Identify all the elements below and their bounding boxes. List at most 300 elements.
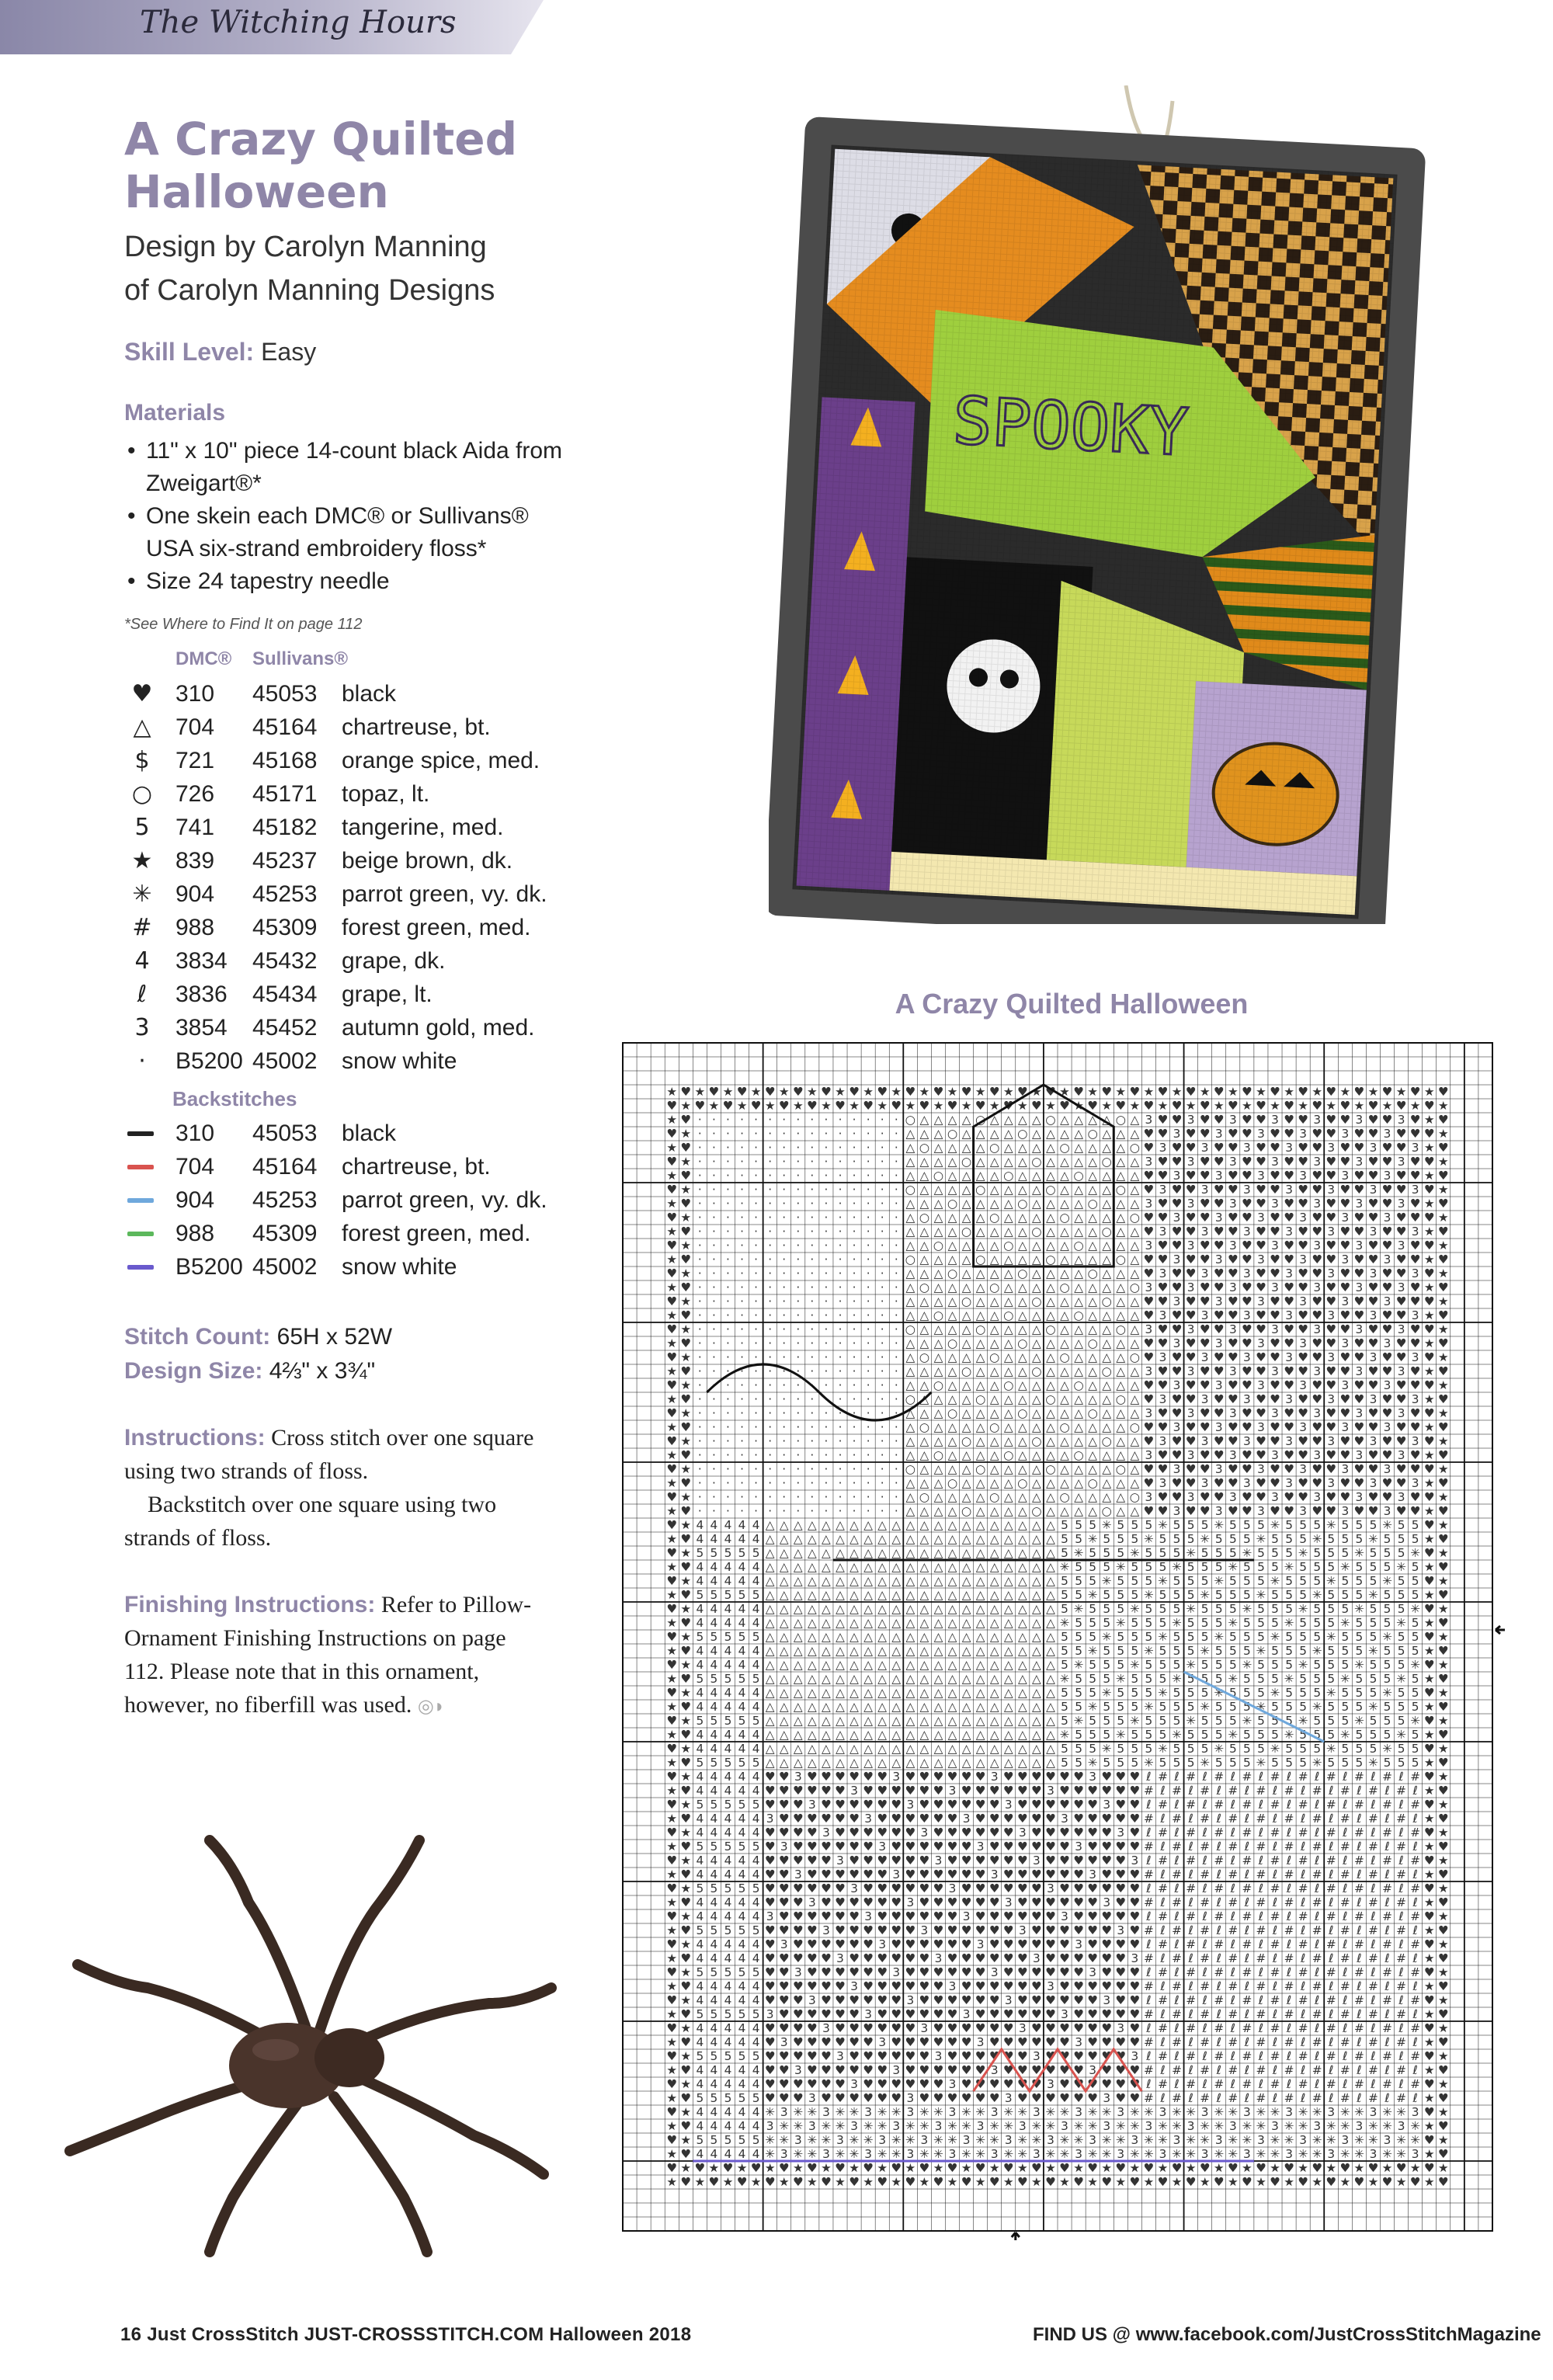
svg-text:♥: ♥ (1339, 1476, 1350, 1490)
svg-text:♥: ♥ (1017, 1909, 1028, 1923)
svg-text:4: 4 (738, 2077, 746, 2091)
svg-text:·: · (698, 1127, 702, 1141)
svg-text:♥: ♥ (1339, 1308, 1350, 1322)
svg-text:3: 3 (1257, 1253, 1265, 1266)
svg-text:✳: ✳ (793, 2105, 803, 2119)
svg-text:△: △ (1004, 1406, 1013, 1420)
svg-text:5: 5 (1173, 1644, 1181, 1658)
svg-text:△: △ (877, 1728, 887, 1742)
svg-text:★: ★ (1438, 2021, 1449, 2035)
svg-text:3: 3 (1412, 1392, 1419, 1406)
svg-text:★: ★ (680, 1742, 691, 1756)
svg-text:♥: ♥ (1339, 1350, 1350, 1364)
svg-text:·: · (867, 1169, 870, 1183)
svg-text:♥: ♥ (1045, 2007, 1056, 2021)
svg-text:4: 4 (724, 1770, 732, 1784)
svg-text:✳: ✳ (1410, 1714, 1420, 1728)
svg-text:5: 5 (1145, 1560, 1153, 1574)
svg-text:△: △ (877, 1700, 887, 1714)
svg-text:♥: ♥ (1172, 1434, 1183, 1448)
svg-text:✳: ✳ (779, 2119, 789, 2133)
svg-text:♥: ♥ (1059, 2035, 1070, 2049)
svg-text:✳: ✳ (1354, 1714, 1364, 1728)
svg-text:5: 5 (1257, 1560, 1265, 1574)
svg-text:★: ★ (1144, 1085, 1155, 1099)
svg-text:5: 5 (1229, 1602, 1237, 1616)
svg-text:4: 4 (738, 2147, 746, 2161)
svg-text:♥: ♥ (1186, 2175, 1197, 2189)
svg-text:♥: ♥ (961, 1840, 972, 1854)
svg-text:ℓ: ℓ (1342, 2077, 1347, 2091)
svg-text:5: 5 (1370, 1616, 1378, 1630)
svg-text:△: △ (990, 1700, 999, 1714)
floss-key-table (124, 677, 590, 1078)
svg-text:♥: ♥ (1368, 1294, 1379, 1308)
svg-text:5: 5 (1229, 1742, 1237, 1756)
svg-text:5: 5 (1313, 1714, 1321, 1728)
svg-text:△: △ (1032, 1392, 1041, 1406)
svg-text:♥: ♥ (1396, 1336, 1407, 1350)
svg-text:5: 5 (1398, 1658, 1405, 1672)
svg-text:♥: ♥ (905, 1951, 915, 1965)
svg-text:♥: ♥ (1298, 1434, 1308, 1448)
floss-key-row (124, 944, 590, 978)
svg-text:○: ○ (975, 1322, 985, 1336)
svg-text:♥: ♥ (1256, 1448, 1266, 1462)
svg-text:ℓ: ℓ (1286, 1826, 1291, 1840)
svg-text:#: # (1228, 2007, 1238, 2021)
svg-text:△: △ (1004, 1602, 1013, 1616)
svg-text:★: ★ (1424, 1197, 1435, 1211)
svg-text:♥: ♥ (1438, 1253, 1449, 1266)
svg-text:△: △ (976, 1546, 985, 1560)
svg-text:♥: ♥ (1228, 1253, 1239, 1266)
svg-text:5: 5 (1285, 1588, 1293, 1602)
svg-text:△: △ (934, 1504, 943, 1518)
svg-text:·: · (754, 1197, 758, 1211)
svg-text:✳: ✳ (1158, 1574, 1168, 1588)
svg-text:★: ★ (680, 1546, 691, 1560)
svg-text:♥: ♥ (1186, 1183, 1197, 1197)
svg-text:3: 3 (1145, 1239, 1153, 1253)
svg-text:△: △ (934, 1225, 943, 1239)
svg-text:★: ★ (666, 1504, 677, 1518)
svg-text:#: # (1298, 1770, 1308, 1784)
svg-text:△: △ (990, 1630, 999, 1644)
svg-text:♥: ♥ (1144, 1504, 1155, 1518)
svg-text:5: 5 (1089, 1546, 1096, 1560)
svg-text:5: 5 (1075, 1686, 1082, 1700)
svg-text:5: 5 (1370, 1728, 1378, 1742)
svg-text:5: 5 (1257, 1630, 1265, 1644)
svg-text:✳: ✳ (1200, 2133, 1210, 2147)
svg-text:✳: ✳ (1270, 2133, 1280, 2147)
svg-text:·: · (810, 1434, 814, 1448)
svg-text:♥: ♥ (989, 1909, 1000, 1923)
svg-text:4: 4 (738, 1993, 746, 2007)
svg-text:·: · (824, 1434, 828, 1448)
svg-text:△: △ (962, 1197, 971, 1211)
svg-text:·: · (881, 1141, 884, 1155)
svg-text:3: 3 (1145, 2119, 1153, 2133)
svg-text:△: △ (1004, 1728, 1013, 1742)
svg-text:3: 3 (1370, 1266, 1378, 1280)
svg-text:5: 5 (752, 1881, 760, 1895)
svg-text:△: △ (1018, 1350, 1027, 1364)
svg-text:♥: ♥ (1214, 1197, 1225, 1211)
svg-text:ℓ: ℓ (1145, 1993, 1151, 2007)
svg-text:♥: ♥ (1158, 1155, 1169, 1169)
svg-text:♥: ♥ (1158, 1504, 1169, 1518)
svg-text:♥: ♥ (1200, 1448, 1211, 1462)
svg-text:ℓ: ℓ (1328, 1923, 1333, 1937)
svg-text:○: ○ (1003, 1169, 1013, 1183)
svg-text:♥: ♥ (1325, 1490, 1336, 1504)
svg-text:♥: ♥ (1087, 1854, 1098, 1868)
svg-text:♥: ♥ (680, 1197, 691, 1211)
svg-text:5: 5 (1313, 1518, 1321, 1532)
svg-text:5: 5 (696, 1672, 704, 1686)
sullivans-number: 45452 (252, 1011, 317, 1044)
svg-text:·: · (824, 1406, 828, 1420)
svg-text:·: · (881, 1378, 884, 1392)
svg-text:3: 3 (1033, 1854, 1041, 1868)
svg-text:△: △ (1074, 1350, 1083, 1364)
svg-text:△: △ (990, 1406, 999, 1420)
svg-text:4: 4 (752, 2119, 760, 2133)
svg-text:5: 5 (1271, 1658, 1279, 1672)
svg-text:★: ★ (1200, 1085, 1211, 1099)
svg-text:·: · (754, 1406, 758, 1420)
svg-text:△: △ (863, 1630, 873, 1644)
svg-text:△: △ (934, 1322, 943, 1336)
svg-text:5: 5 (710, 1923, 718, 1937)
svg-text:♥: ♥ (1325, 1253, 1336, 1266)
svg-text:♥: ♥ (680, 1644, 691, 1658)
svg-text:3: 3 (1271, 1113, 1279, 1127)
svg-text:5: 5 (1061, 1700, 1068, 1714)
svg-text:5: 5 (1229, 1714, 1237, 1728)
svg-text:♥: ♥ (1325, 1504, 1336, 1518)
svg-text:★: ★ (1073, 1099, 1084, 1113)
svg-text:♥: ♥ (1017, 1868, 1028, 1881)
svg-text:5: 5 (1103, 1532, 1110, 1546)
svg-text:#: # (1368, 1784, 1378, 1798)
svg-text:△: △ (905, 1742, 915, 1756)
svg-text:△: △ (822, 1686, 831, 1700)
svg-text:△: △ (1032, 1728, 1041, 1742)
svg-text:5: 5 (1145, 1630, 1153, 1644)
svg-text:5: 5 (1187, 1616, 1195, 1630)
svg-text:♥: ♥ (1158, 1280, 1169, 1294)
svg-text:△: △ (780, 1630, 789, 1644)
svg-text:△: △ (849, 1588, 859, 1602)
svg-text:★: ★ (680, 1602, 691, 1616)
svg-text:△: △ (766, 1742, 775, 1756)
svg-text:♥: ♥ (1200, 1239, 1211, 1253)
svg-text:△: △ (849, 1658, 859, 1672)
svg-text:✳: ✳ (1396, 2105, 1406, 2119)
svg-text:♥: ♥ (1256, 1280, 1266, 1294)
svg-text:○: ○ (989, 1350, 999, 1364)
svg-text:·: · (881, 1308, 884, 1322)
svg-text:#: # (1172, 1840, 1182, 1854)
svg-text:3: 3 (1341, 1420, 1349, 1434)
svg-text:✳: ✳ (1102, 1742, 1112, 1756)
svg-text:△: △ (891, 1602, 901, 1616)
svg-text:·: · (754, 1490, 758, 1504)
design-size (124, 1354, 392, 1388)
svg-text:★: ★ (666, 1951, 677, 1965)
svg-text:♥: ♥ (807, 2049, 818, 2063)
svg-text:△: △ (1088, 1253, 1097, 1266)
svg-text:5: 5 (1285, 1574, 1293, 1588)
svg-text:·: · (726, 1336, 730, 1350)
svg-text:★: ★ (1186, 2161, 1197, 2175)
svg-text:5: 5 (724, 2133, 732, 2147)
svg-text:ℓ: ℓ (1328, 1812, 1333, 1826)
svg-text:○: ○ (1059, 1211, 1069, 1225)
svg-text:5: 5 (1285, 1644, 1293, 1658)
svg-text:♥: ♥ (1031, 1812, 1042, 1826)
svg-text:♥: ♥ (1354, 1504, 1365, 1518)
svg-text:#: # (1256, 2063, 1266, 2077)
svg-text:✳: ✳ (919, 2147, 929, 2161)
svg-text:△: △ (1032, 1239, 1041, 1253)
svg-text:♥: ♥ (1186, 1434, 1197, 1448)
svg-text:♥: ♥ (1129, 2035, 1140, 2049)
svg-text:·: · (712, 1364, 716, 1378)
svg-text:✳: ✳ (1242, 1714, 1252, 1728)
svg-text:✳: ✳ (1312, 1532, 1322, 1546)
svg-text:ℓ: ℓ (1412, 2063, 1417, 2077)
svg-text:·: · (726, 1266, 730, 1280)
svg-text:△: △ (1088, 1364, 1097, 1378)
svg-text:♥: ♥ (1144, 1434, 1155, 1448)
svg-text:3: 3 (1271, 1448, 1279, 1462)
svg-text:♥: ♥ (835, 1965, 846, 1979)
svg-text:△: △ (1046, 1225, 1055, 1239)
svg-text:♥: ♥ (666, 1127, 677, 1141)
svg-text:5: 5 (1398, 1546, 1405, 1560)
svg-text:△: △ (1032, 1630, 1041, 1644)
svg-text:♥: ♥ (1101, 1826, 1112, 1840)
svg-text:△: △ (1046, 1266, 1055, 1280)
svg-text:♥: ♥ (947, 2049, 958, 2063)
svg-text:△: △ (905, 1350, 915, 1364)
svg-text:△: △ (1018, 1183, 1027, 1197)
svg-text:△: △ (1018, 1532, 1027, 1546)
svg-text:♥: ♥ (961, 2175, 972, 2189)
svg-text:♥: ♥ (1115, 2077, 1126, 2091)
svg-text:♥: ♥ (1186, 1462, 1197, 1476)
svg-text:3: 3 (1370, 1350, 1378, 1364)
svg-text:♥: ♥ (877, 1826, 888, 1840)
svg-text:♥: ♥ (1087, 2161, 1098, 2175)
svg-text:4: 4 (738, 1937, 746, 1951)
svg-text:4: 4 (724, 1560, 732, 1574)
svg-text:#: # (1144, 1951, 1154, 1965)
svg-text:♥: ♥ (835, 1979, 846, 1993)
svg-text:5: 5 (696, 1840, 704, 1854)
svg-text:4: 4 (752, 2105, 760, 2119)
svg-text:ℓ: ℓ (1272, 2091, 1277, 2105)
svg-text:5: 5 (1173, 1574, 1181, 1588)
section-header-tab (0, 0, 544, 54)
svg-text:△: △ (1130, 1448, 1139, 1462)
svg-text:★: ★ (680, 1350, 691, 1364)
svg-text:♥: ♥ (765, 1895, 776, 1909)
svg-text:4: 4 (724, 1574, 732, 1588)
svg-text:★: ★ (1368, 2175, 1379, 2189)
svg-text:△: △ (948, 1211, 957, 1225)
svg-text:#: # (1228, 1868, 1238, 1881)
svg-text:△: △ (849, 1756, 859, 1770)
svg-text:△: △ (1046, 1574, 1055, 1588)
svg-text:△: △ (1004, 1476, 1013, 1490)
svg-text:△: △ (920, 1462, 929, 1476)
svg-text:△: △ (1060, 1322, 1069, 1336)
svg-text:♥: ♥ (1017, 1784, 1028, 1798)
svg-text:△: △ (962, 1183, 971, 1197)
svg-text:♥: ♥ (1073, 1923, 1084, 1937)
svg-text:△: △ (1032, 1742, 1041, 1756)
svg-text:★: ★ (1424, 1448, 1435, 1462)
svg-text:ℓ: ℓ (1342, 2049, 1347, 2063)
svg-text:♥: ♥ (989, 2007, 1000, 2021)
svg-text:4: 4 (724, 2035, 732, 2049)
svg-text:★: ★ (680, 1770, 691, 1784)
svg-text:♥: ♥ (694, 1099, 705, 1113)
svg-text:♥: ♥ (1312, 1378, 1322, 1392)
svg-text:★: ★ (666, 2175, 677, 2189)
svg-text:·: · (853, 1406, 856, 1420)
svg-text:ℓ: ℓ (1230, 1798, 1235, 1812)
svg-text:♥: ♥ (1325, 1322, 1336, 1336)
svg-text:4: 4 (752, 1728, 760, 1742)
svg-text:★: ★ (1214, 2161, 1225, 2175)
svg-text:3: 3 (1131, 2049, 1138, 2063)
svg-text:4: 4 (738, 2035, 746, 2049)
svg-text:♥: ♥ (680, 1756, 691, 1770)
svg-text:·: · (698, 1350, 702, 1364)
svg-text:5: 5 (1299, 1686, 1307, 1700)
svg-text:ℓ: ℓ (1300, 2063, 1305, 2077)
svg-text:△: △ (822, 1616, 831, 1630)
svg-text:#: # (1410, 1826, 1420, 1840)
svg-text:♥: ♥ (1129, 1770, 1140, 1784)
svg-text:♥: ♥ (933, 1868, 944, 1881)
svg-text:✳: ✳ (1298, 2105, 1308, 2119)
svg-text:♥: ♥ (891, 1923, 902, 1937)
svg-text:♥: ♥ (680, 1840, 691, 1854)
svg-text:5: 5 (1089, 1518, 1096, 1532)
svg-text:△: △ (976, 1476, 985, 1490)
svg-text:△: △ (905, 1728, 915, 1742)
svg-text:△: △ (1004, 1714, 1013, 1728)
svg-text:♥: ♥ (961, 1993, 972, 2007)
svg-text:·: · (754, 1266, 758, 1280)
svg-text:·: · (839, 1336, 843, 1350)
svg-text:♥: ♥ (1115, 1854, 1126, 1868)
svg-text:5: 5 (1089, 1742, 1096, 1756)
svg-text:△: △ (934, 1532, 943, 1546)
svg-text:★: ★ (1424, 1756, 1435, 1770)
svg-text:★: ★ (1424, 1253, 1435, 1266)
svg-text:5: 5 (1384, 1700, 1391, 1714)
svg-text:○: ○ (1031, 1504, 1041, 1518)
svg-text:5: 5 (1173, 1742, 1181, 1756)
svg-text:△: △ (1046, 1406, 1055, 1420)
svg-text:♥: ♥ (1382, 1308, 1393, 1322)
svg-text:△: △ (962, 1714, 971, 1728)
svg-text:·: · (895, 1239, 898, 1253)
svg-text:#: # (1312, 1895, 1322, 1909)
svg-text:★: ★ (666, 1392, 677, 1406)
svg-text:△: △ (1102, 1266, 1111, 1280)
svg-text:△: △ (976, 1211, 985, 1225)
svg-text:5: 5 (1117, 1630, 1124, 1644)
svg-text:#: # (1144, 1784, 1154, 1798)
svg-text:○: ○ (1116, 1462, 1126, 1476)
svg-text:△: △ (1018, 1574, 1027, 1588)
svg-text:△: △ (1018, 1211, 1027, 1225)
svg-text:3: 3 (1033, 2049, 1041, 2063)
svg-text:5: 5 (1243, 1700, 1251, 1714)
svg-text:·: · (782, 1253, 786, 1266)
svg-text:♥: ♥ (1424, 1546, 1435, 1560)
svg-text:·: · (839, 1197, 843, 1211)
svg-text:△: △ (1046, 1588, 1055, 1602)
svg-text:·: · (782, 1448, 786, 1462)
svg-text:△: △ (863, 1616, 873, 1630)
svg-text:♥: ♥ (1214, 1448, 1225, 1462)
svg-text:·: · (768, 1294, 772, 1308)
svg-text:○: ○ (1031, 1434, 1041, 1448)
svg-text:△: △ (934, 1490, 943, 1504)
svg-text:3: 3 (1412, 1141, 1419, 1155)
svg-text:·: · (754, 1113, 758, 1127)
svg-text:♥: ♥ (1059, 1881, 1070, 1895)
svg-text:5: 5 (752, 1546, 760, 1560)
center-arrow-bottom (1012, 2232, 1020, 2240)
svg-text:♥: ♥ (1424, 1658, 1435, 1672)
svg-text:♥: ♥ (1214, 1476, 1225, 1490)
svg-text:ℓ: ℓ (1356, 2063, 1361, 2077)
svg-text:△: △ (1088, 1183, 1097, 1197)
svg-text:♥: ♥ (1045, 1812, 1056, 1826)
svg-text:5: 5 (1327, 1616, 1335, 1630)
svg-text:5: 5 (1089, 1630, 1096, 1644)
svg-text:△: △ (780, 1686, 789, 1700)
svg-text:4: 4 (724, 1937, 732, 1951)
svg-text:♥: ♥ (1325, 1169, 1336, 1183)
svg-text:△: △ (1088, 1113, 1097, 1127)
svg-text:5: 5 (1201, 1742, 1209, 1756)
svg-text:4: 4 (710, 1616, 718, 1630)
svg-text:·: · (712, 1350, 716, 1364)
svg-text:·: · (712, 1406, 716, 1420)
svg-text:·: · (839, 1308, 843, 1322)
svg-text:5: 5 (1145, 1686, 1153, 1700)
svg-text:♥: ♥ (1073, 2049, 1084, 2063)
svg-text:5: 5 (1398, 1602, 1405, 1616)
svg-text:4: 4 (738, 1742, 746, 1756)
svg-text:♥: ♥ (1270, 1308, 1280, 1322)
svg-text:♥: ♥ (1073, 1085, 1084, 1099)
svg-text:#: # (1340, 1951, 1350, 1965)
svg-text:★: ★ (723, 2175, 734, 2189)
